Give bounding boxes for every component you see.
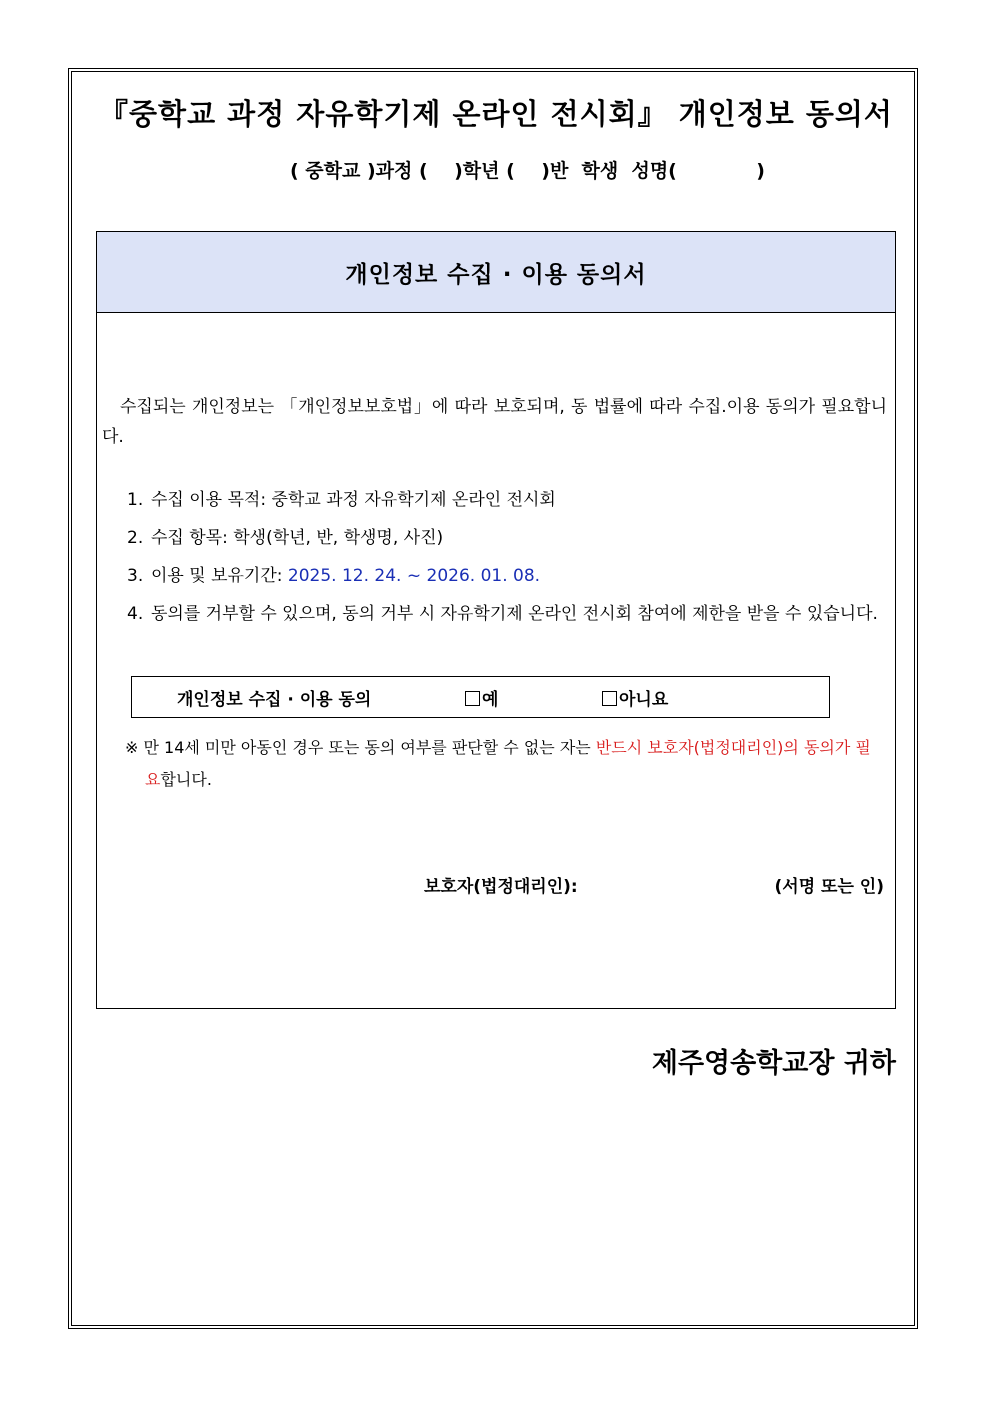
item-text: 동의를 거부할 수 있으며, 동의 거부 시 자유학기제 온라인 전시회 참여에 제한을 받을 수 있습니다. xyxy=(151,604,878,624)
retention-period: 2025. 12. 24. ~ 2026. 01. 08 xyxy=(287,566,535,586)
guardian-notice xyxy=(125,732,885,796)
consent-form-box xyxy=(96,231,896,1009)
yes-label: 예 xyxy=(482,690,499,710)
list-item xyxy=(127,562,885,591)
item-number: 4. xyxy=(127,604,144,624)
addressee: 제주영송학교장 귀하 xyxy=(651,1048,896,1079)
guardian-signature-label: 보호자(법정대리인): xyxy=(424,877,578,897)
no-checkbox[interactable] xyxy=(602,691,617,706)
signature-note: (서명 또는 인) xyxy=(774,877,884,897)
consent-items-list xyxy=(127,486,885,638)
notice-prefix: ※ 만 14세 미만 아동인 경우 또는 동의 여부를 판단할 수 없는 자는 xyxy=(125,738,596,757)
consent-choice-label: 개인정보 수집 · 이용 동의 xyxy=(177,690,372,710)
student-info-line: ( 중학교 )과정 ( )학년 ( )반 학생 성명( ) xyxy=(290,160,765,182)
retention-period-suffix: . xyxy=(534,566,541,586)
list-item xyxy=(127,486,885,515)
consent-choice-box xyxy=(131,676,830,718)
document-title: 『중학교 과정 자유학기제 온라인 전시회』 개인정보 동의서 xyxy=(99,97,893,131)
item-text: 이용 및 보유기간: xyxy=(151,566,288,586)
notice-suffix: 합니다. xyxy=(160,770,212,789)
item-number: 2. xyxy=(127,528,144,548)
list-item xyxy=(127,524,885,553)
item-number: 1. xyxy=(127,490,144,510)
notice-emphasis: 반드시 보호자(법정대리인)의 동의가 필요 xyxy=(145,738,871,789)
consent-intro-text: 수집되는 개인정보는 「개인정보보호법」에 따라 보호되며, 동 법률에 따라 수집.이용 동의가 필요합니다. xyxy=(102,397,887,447)
yes-checkbox[interactable] xyxy=(465,691,480,706)
consent-yes-option[interactable] xyxy=(465,685,498,710)
consent-no-option[interactable] xyxy=(602,685,668,710)
item-text: 수집 항목: 학생(학년, 반, 학생명, 사진) xyxy=(151,528,444,548)
consent-form-header: 개인정보 수집 · 이용 동의서 xyxy=(97,232,895,313)
item-text: 수집 이용 목적: 중학교 과정 자유학기제 온라인 전시회 xyxy=(151,490,556,510)
list-item xyxy=(127,600,885,629)
item-number: 3. xyxy=(127,566,144,586)
no-label: 아니요 xyxy=(619,690,669,710)
